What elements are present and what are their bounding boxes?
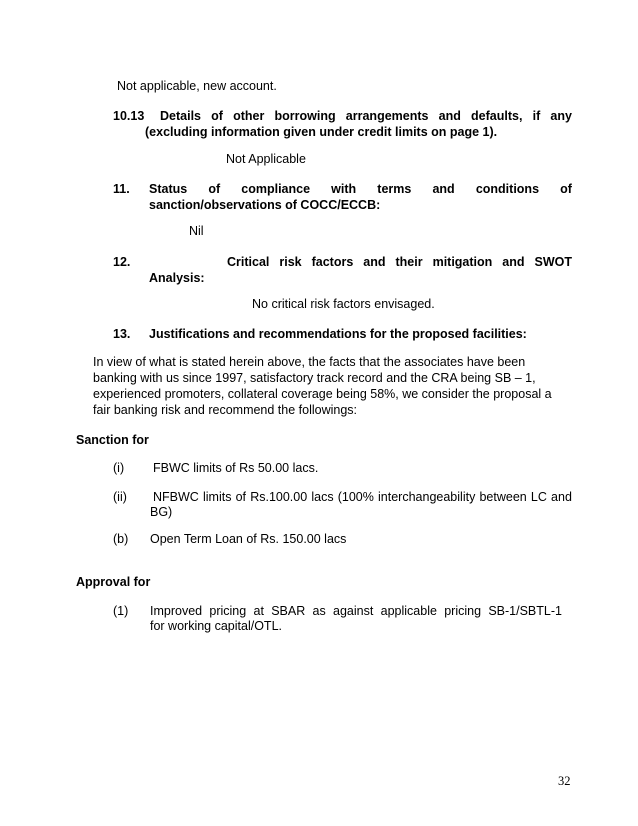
section-11-heading-line2: sanction/observations of COCC/ECCB: <box>149 198 381 212</box>
item-word: and <box>551 490 572 504</box>
section-10-13-heading-line2: (excluding information given under credit limits on page 1). <box>145 125 498 139</box>
item-word: against <box>333 604 374 618</box>
section-10-13-number: 10.13 <box>113 109 145 123</box>
heading-word: compliance <box>241 182 311 196</box>
item-word: (100% <box>337 490 374 504</box>
page-number: 32 <box>558 774 571 788</box>
heading-word: borrowing <box>274 109 336 123</box>
heading-word: defaults, <box>471 109 523 123</box>
sanction-item-label: (b) <box>113 532 129 546</box>
heading-word: of <box>560 182 572 196</box>
item-word: limits <box>202 490 232 504</box>
section-11-number: 11. <box>113 182 130 196</box>
section-10-13-answer: Not Applicable <box>226 152 306 166</box>
item-word: SB-1/SBTL-1 <box>488 604 562 618</box>
approval-item-label: (1) <box>113 604 129 618</box>
item-word: SBAR <box>271 604 306 618</box>
heading-word: factors <box>311 255 354 269</box>
intro-line: Not applicable, new account. <box>117 79 277 93</box>
heading-word: other <box>233 109 265 123</box>
heading-word: and <box>502 255 525 269</box>
heading-word: if <box>532 109 541 123</box>
item-word: as <box>312 604 326 618</box>
recommendation-paragraph-line: In view of what is stated herein above, the facts that the associates have been <box>93 355 526 369</box>
heading-word: of <box>208 182 221 196</box>
item-word: lacs <box>311 490 334 504</box>
heading-word: with <box>331 182 357 196</box>
heading-word: risk <box>279 255 302 269</box>
heading-word: and <box>432 182 455 196</box>
sanction-item-text: Open Term Loan of Rs. 150.00 lacs <box>150 532 347 546</box>
item-word: applicable <box>380 604 437 618</box>
item-word: of <box>235 490 247 504</box>
item-word: interchangeability <box>378 490 476 504</box>
sanction-item-text: FBWC limits of Rs 50.00 lacs. <box>153 461 319 475</box>
section-11-heading-line1 <box>149 182 572 196</box>
item-word: between <box>479 490 527 504</box>
section-12-heading-line2: Analysis: <box>149 271 205 285</box>
approval-heading: Approval for <box>76 575 151 589</box>
heading-word: terms <box>377 182 412 196</box>
sanction-item-text-line2: BG) <box>150 505 173 519</box>
sanction-item-label: (ii) <box>113 490 127 504</box>
heading-word: arrangements <box>345 109 429 123</box>
section-13-number: 13. <box>113 327 131 341</box>
item-word: pricing <box>444 604 482 618</box>
approval-item-text-line2: for working capital/OTL. <box>150 619 282 633</box>
heading-word: Details <box>160 109 201 123</box>
heading-word: of <box>211 109 223 123</box>
section-12-number: 12. <box>113 255 131 269</box>
recommendation-paragraph-line: experienced promoters, collateral coverage being 58%, we consider the proposal a <box>93 387 552 401</box>
section-12-answer: No critical risk factors envisaged. <box>252 297 435 311</box>
recommendation-paragraph-line: fair banking risk and recommend the followings: <box>93 403 358 417</box>
sanction-heading: Sanction for <box>76 433 149 447</box>
sanction-item-label: (i) <box>113 461 125 475</box>
recommendation-paragraph-line: banking with us since 1997, satisfactory track record and the CRA being SB – 1, <box>93 371 536 385</box>
section-11-answer: Nil <box>189 224 204 238</box>
heading-word: and <box>363 255 386 269</box>
heading-word: any <box>550 109 572 123</box>
item-word: Rs.100.00 <box>250 490 308 504</box>
heading-word: mitigation <box>432 255 493 269</box>
heading-word: Critical <box>227 255 270 269</box>
heading-word: conditions <box>475 182 540 196</box>
approval-item-text-line1 <box>150 604 562 618</box>
item-word: at <box>253 604 264 618</box>
item-word: pricing <box>209 604 247 618</box>
section-13-heading: Justifications and recommendations for the proposed facilities: <box>149 327 527 341</box>
heading-word: Status <box>149 182 188 196</box>
item-word: Improved <box>150 604 203 618</box>
section-10-13-heading-line1 <box>160 109 572 123</box>
item-word: NFBWC <box>153 490 199 504</box>
sanction-item-text-line1 <box>153 490 572 504</box>
heading-word: and <box>438 109 461 123</box>
heading-word: SWOT <box>534 255 572 269</box>
heading-word: their <box>395 255 423 269</box>
section-12-heading-line1 <box>227 255 572 269</box>
item-word: LC <box>530 490 547 504</box>
